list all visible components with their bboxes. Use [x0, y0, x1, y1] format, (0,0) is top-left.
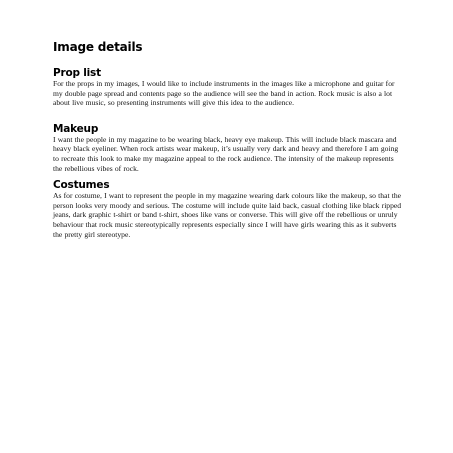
- section-heading-makeup: Makeup: [53, 122, 99, 135]
- section-prop-list: [53, 67, 405, 108]
- section-makeup: [53, 123, 405, 173]
- section-body-prop-list: For the props in my images, I would like to include instruments in the images like a microphone and guitar for my double page spread and contents page so the audience will see the band in action. Rock music is also a lot about live music, so presenting instruments will give this idea to the audience.: [53, 79, 395, 108]
- page-title: Image details: [53, 40, 143, 54]
- section-body-makeup: I want the people in my magazine to be wearing black, heavy eye makeup. This will include black mascara and heavy black eyeliner. When rock artists wear makeup, it’s usually very dark and heavy and therefore I am going to recreate this look to make my magazine appeal to the rock audience. The intensity of the makeup represents the rebellious vibes of rock.: [53, 134, 399, 173]
- section-heading-costumes: Costumes: [53, 179, 110, 192]
- section-costumes: [53, 179, 405, 239]
- document-content: [53, 40, 405, 239]
- section-body-costumes: As for costume, I want to represent the people in my magazine wearing dark colours like the makeup, so that the person looks very moody and serious. The costume will include quite laid back, casual clothing like black ripped jeans, dark graphic t-shirt or band t-shirt, shoes like vans or converse. This will give off the rebellious or unruly behaviour that rock music stereotypically represents especially since I will have girls wearing this as it subverts the pretty girl stereotype.: [53, 191, 402, 239]
- section-heading-prop-list: Prop list: [53, 67, 101, 79]
